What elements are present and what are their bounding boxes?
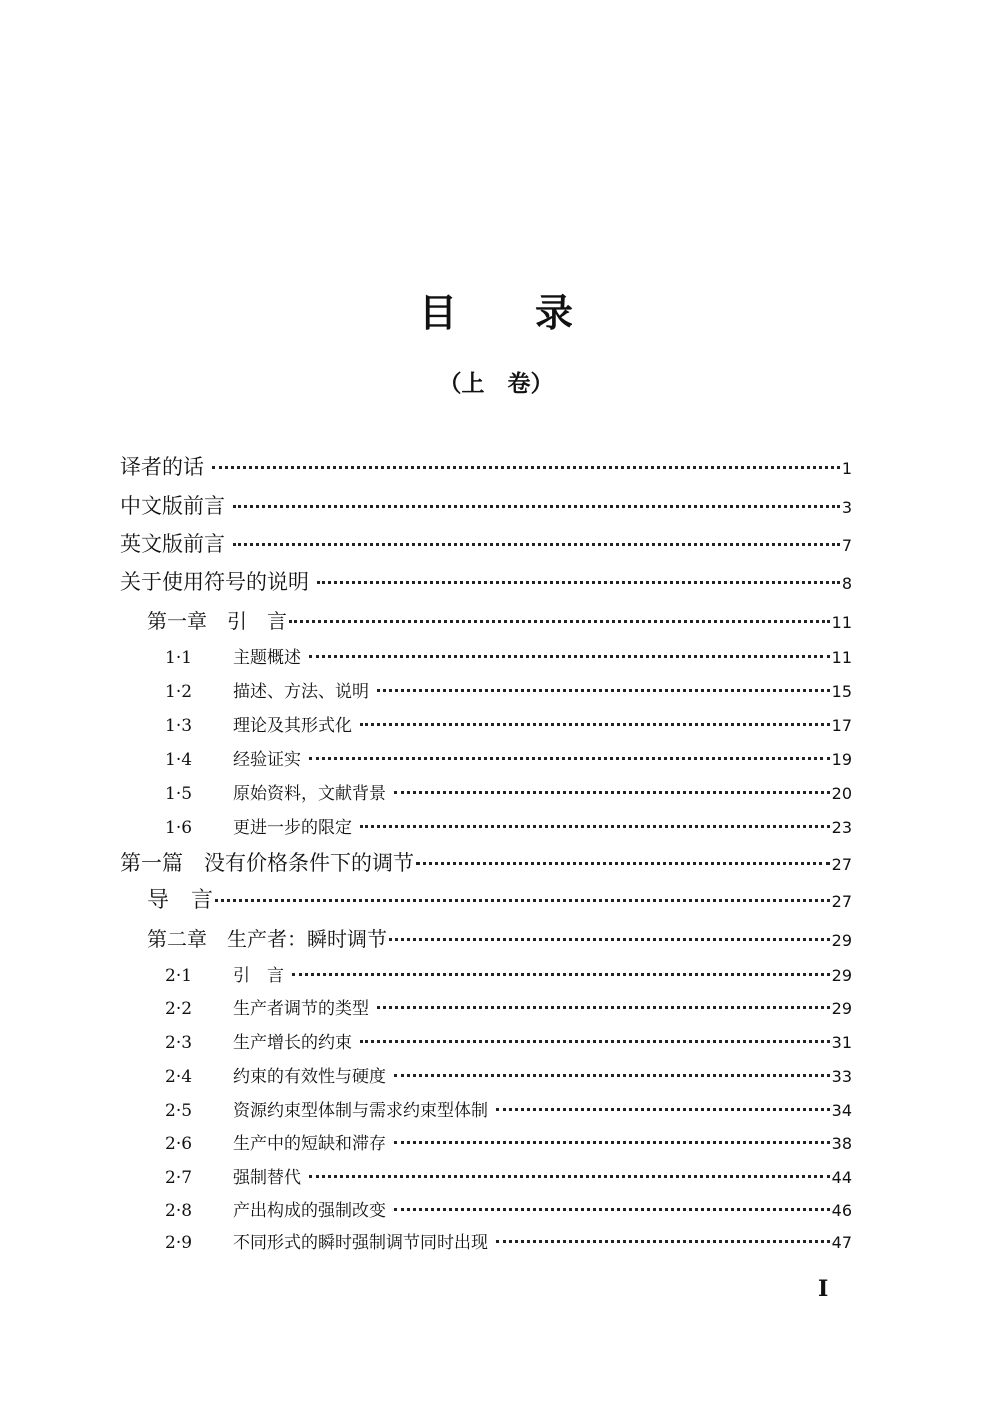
toc-leader	[289, 620, 830, 623]
toc-entry-label: 第一篇 没有价格条件下的调节	[120, 851, 414, 875]
toc-entry-page: 31	[831, 1033, 852, 1052]
toc-entry-page: 29	[831, 999, 852, 1018]
toc-entry-number: 1·6	[165, 818, 193, 838]
toc-leader	[233, 543, 840, 546]
toc-entry-page: 46	[831, 1201, 852, 1220]
toc-entry-number: 1·5	[165, 784, 193, 804]
toc-entry-number: 2·4	[165, 1067, 193, 1087]
toc-entry-symbols-note[interactable]	[120, 567, 852, 597]
toc-entry-page: 47	[831, 1233, 852, 1252]
toc-entry-number: 2·3	[165, 1033, 193, 1053]
toc-entry-label: 强制替代	[233, 1168, 301, 1188]
toc-leader	[394, 1141, 830, 1144]
toc-entry-label: 资源约束型体制与需求约束型体制	[233, 1101, 488, 1121]
toc-leader	[360, 825, 830, 828]
toc-entry-label: 第一章 引 言	[147, 609, 287, 633]
toc-entry-chapter-1[interactable]	[147, 606, 852, 636]
toc-leader	[309, 757, 830, 760]
toc-entry-section-2-6[interactable]	[165, 1129, 852, 1159]
toc-entry-section-1-1[interactable]	[165, 643, 852, 673]
toc-leader	[309, 655, 830, 658]
toc-entry-section-2-3[interactable]	[165, 1028, 852, 1058]
toc-entry-page: 27	[831, 855, 852, 874]
toc-entry-page: 33	[831, 1067, 852, 1086]
toc-entry-label: 英文版前言	[120, 532, 225, 556]
toc-leader	[377, 1006, 830, 1009]
toc-entry-label: 导 言	[147, 888, 214, 913]
toc-entry-label: 生产中的短缺和滞存	[233, 1134, 386, 1154]
toc-leader	[360, 1040, 830, 1043]
toc-leader	[360, 723, 830, 726]
toc-leader	[212, 466, 840, 469]
toc-entry-page: 17	[831, 716, 852, 735]
toc-entry-section-2-9[interactable]	[165, 1228, 852, 1258]
page-number: I	[818, 1276, 829, 1302]
toc-entry-section-1-3[interactable]	[165, 711, 852, 741]
toc-entry-section-2-7[interactable]	[165, 1163, 852, 1193]
toc-leader	[394, 791, 830, 794]
toc-entry-introduction[interactable]	[147, 886, 852, 916]
toc-entry-page: 29	[831, 931, 852, 950]
title-part-1: 目	[418, 291, 457, 335]
toc-entry-translator-note[interactable]	[120, 452, 852, 482]
toc-entry-page: 1	[841, 459, 852, 478]
toc-leader	[496, 1240, 830, 1243]
toc-entry-section-1-6[interactable]	[165, 813, 852, 843]
toc-entry-section-2-2[interactable]	[165, 994, 852, 1024]
toc-entry-page: 29	[831, 966, 852, 985]
toc-entry-page: 27	[831, 892, 852, 911]
toc-entry-chinese-preface[interactable]	[120, 491, 852, 521]
toc-leader	[292, 973, 830, 976]
toc-entry-page: 11	[831, 648, 852, 667]
volume-subtitle: （上 卷）	[438, 370, 554, 397]
toc-entry-number: 1·1	[165, 648, 193, 668]
toc-entry-number: 2·9	[165, 1233, 193, 1253]
toc-entry-label: 引 言	[233, 966, 284, 986]
toc-entry-chapter-2[interactable]	[147, 924, 852, 954]
toc-leader	[389, 938, 830, 941]
toc-leader	[215, 899, 830, 902]
toc-entry-label: 生产增长的约束	[233, 1033, 352, 1053]
toc-entry-number: 2·1	[165, 966, 193, 986]
toc-entry-page: 15	[831, 682, 852, 701]
toc-entry-page: 44	[831, 1168, 852, 1187]
toc-entry-label: 理论及其形式化	[233, 716, 352, 736]
toc-entry-page: 20	[831, 784, 852, 803]
toc-entry-english-preface[interactable]	[120, 529, 852, 559]
toc-entry-page: 3	[841, 498, 852, 517]
toc-leader	[394, 1208, 830, 1211]
toc-entry-section-2-4[interactable]	[165, 1062, 852, 1092]
toc-entry-section-2-1[interactable]	[165, 961, 852, 991]
toc-entry-section-1-4[interactable]	[165, 745, 852, 775]
toc-entry-section-2-8[interactable]	[165, 1196, 852, 1226]
toc-entry-label: 不同形式的瞬时强制调节同时出现	[233, 1233, 488, 1253]
toc-entry-section-2-5[interactable]	[165, 1096, 852, 1126]
toc-leader	[233, 505, 840, 508]
toc-entry-page: 38	[831, 1134, 852, 1153]
toc-entry-label: 译者的话	[120, 455, 204, 479]
toc-entry-page: 11	[831, 613, 852, 632]
toc-entry-label: 中文版前言	[120, 494, 225, 518]
toc-entry-number: 2·7	[165, 1168, 193, 1188]
toc-entry-part-1[interactable]	[120, 848, 852, 878]
toc-entry-number: 1·4	[165, 750, 193, 770]
toc-leader	[317, 581, 840, 584]
toc-entry-section-1-5[interactable]	[165, 779, 852, 809]
toc-leader	[309, 1175, 830, 1178]
toc-entry-number: 2·8	[165, 1201, 193, 1221]
toc-entry-page: 19	[831, 750, 852, 769]
toc-entry-label: 关于使用符号的说明	[120, 570, 309, 594]
toc-entry-label: 原始资料，文献背景	[233, 784, 386, 804]
toc-leader	[394, 1074, 830, 1077]
toc-entry-label: 主题概述	[233, 648, 301, 668]
toc-entry-page: 8	[841, 574, 852, 593]
page-title	[0, 288, 992, 338]
toc-entry-label: 更进一步的限定	[233, 818, 352, 838]
toc-entry-label: 第二章 生产者：瞬时调节	[147, 927, 387, 951]
toc-leader	[377, 689, 830, 692]
toc-entry-number: 2·2	[165, 999, 193, 1019]
toc-entry-number: 1·3	[165, 716, 193, 736]
toc-entry-label: 描述、方法、说明	[233, 682, 369, 702]
toc-entry-label: 产出构成的强制改变	[233, 1201, 386, 1221]
toc-leader	[496, 1108, 830, 1111]
toc-leader	[416, 862, 830, 865]
toc-entry-page: 7	[841, 536, 852, 555]
toc-entry-section-1-2[interactable]	[165, 677, 852, 707]
title-part-2: 录	[535, 291, 574, 335]
toc-entry-page: 34	[831, 1101, 852, 1120]
toc-entry-label: 约束的有效性与硬度	[233, 1067, 386, 1087]
toc-entry-number: 1·2	[165, 682, 193, 702]
toc-entry-page: 23	[831, 818, 852, 837]
toc-entry-number: 2·5	[165, 1101, 193, 1121]
toc-entry-label: 生产者调节的类型	[233, 999, 369, 1019]
toc-entry-number: 2·6	[165, 1134, 193, 1154]
toc-entry-label: 经验证实	[233, 750, 301, 770]
